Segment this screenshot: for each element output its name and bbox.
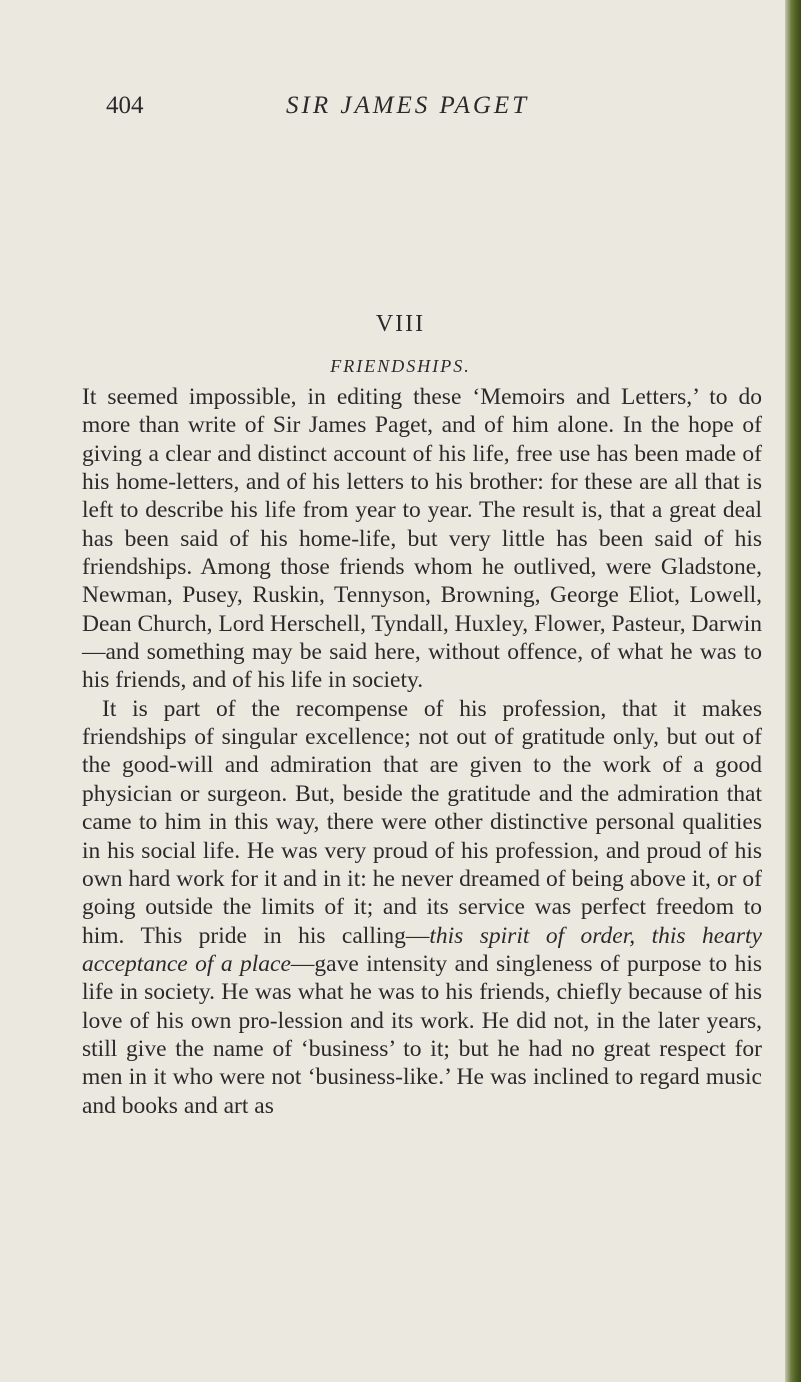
page-number: 404 (106, 92, 144, 119)
running-title: SIR JAMES PAGET (286, 92, 530, 119)
paragraph-2-italic-phrase: this spirit of order, this hearty acceptance of a place (82, 922, 762, 977)
chapter-number: VIII (375, 311, 426, 337)
page-header (106, 92, 766, 132)
paragraph-1: It seemed impossible, in editing these ‘Memoirs and Letters,’ to do more than write of Sir James Paget, and of him alone. In the hope of giving a clear and distinct account of his life, free use has been made of his home-letters, and of his letters to his brother: for these are all that is left to describe his life from year to year. The result is, that a great deal has been said of his home-life, but very little has been said of his friendships. Among those friends whom he outlived, were Gladstone, Newman, Pusey, Ruskin, Tennyson, Browning, George Eliot, Lowell, Dean Church, Lord Herschell, Tyndall, Huxley, Flower, Pasteur, Darwin—and something may be said here, without offence, of what he was to his friends, and of his life in society. (82, 384, 762, 694)
body-text (82, 383, 762, 1120)
chapter-title: FRIENDSHIPS. (330, 356, 471, 376)
paragraph-2-text-start: It is part of the recompense of his profession, that it makes friendships of singular excellence; not out of gratitude only, but out of the good-will and admiration that are given to the work of a good physician or surgeon. But, beside the gratitude and the admiration that came to him in this way, there were other distinctive personal qualities in his social life. He was very proud of his profession, and proud of his own hard work for it and in it: he never dreamed of being above it, or of going outside the limits of it; and its service was perfect freedom to him. This pride in his calling— (82, 695, 762, 949)
page-binding-edge (785, 0, 801, 1382)
paragraph-2-text-end: —gave intensity and singleness of purpose to his life in society. He was what he was to his friends, chiefly because of his love of his own pro-lession and its work. He did not, in the later years, still give the name of ‘business’ to it; but he had no great respect for men in it who were not ‘business-like.’ He was inclined to regard music and books and art as (82, 950, 762, 1119)
paragraph-2 (82, 695, 762, 1120)
